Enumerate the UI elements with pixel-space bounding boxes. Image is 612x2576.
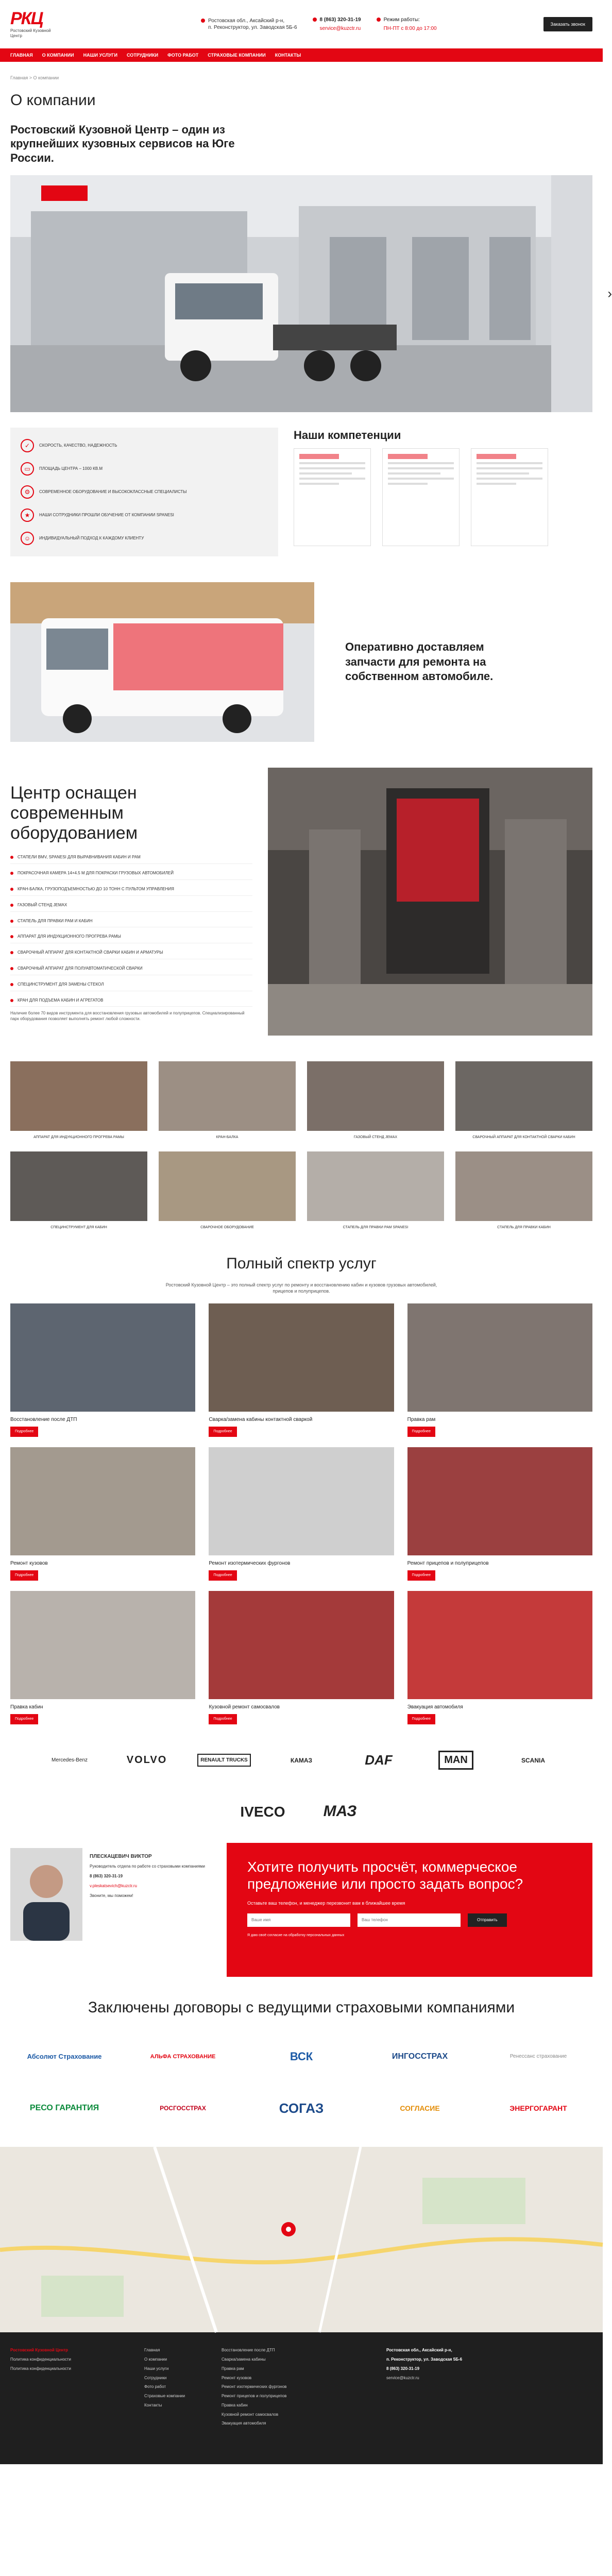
- insurance-logo: СОГАЗ: [279, 2100, 324, 2116]
- brand-logo: МАЗ: [323, 1803, 357, 1820]
- logo-text: Ростовский Кузовной Центр: [10, 28, 51, 38]
- service-card: Правка рам Подробнее: [407, 1303, 592, 1437]
- footer-company: Ростовский Кузовной Центр: [10, 2348, 68, 2353]
- main-nav: [0, 48, 603, 62]
- insurance-title: Заключены договоры с ведущими страховыми компаниями: [88, 1998, 515, 2016]
- slider-next-icon[interactable]: ›: [607, 285, 612, 301]
- phone-icon: [313, 18, 317, 22]
- service-card: Восстановление после ДТП Подробнее: [10, 1303, 195, 1437]
- nav-staff[interactable]: СОТРУДНИКИ: [126, 52, 159, 58]
- more-button[interactable]: Подробнее: [407, 1714, 435, 1724]
- list-item: КРАН ДЛЯ ПОДЪЕМА КАБИН И АГРЕГАТОВ: [10, 998, 252, 1007]
- client-icon: ☺: [21, 532, 34, 545]
- manager-name: ПЛЕСКАЦЕВИЧ ВИКТОР: [90, 1853, 152, 1859]
- certificate[interactable]: [294, 448, 371, 546]
- consent-text: Я даю своё согласие на обработку персональных данных: [247, 1933, 345, 1937]
- footer-link[interactable]: Фото работ: [144, 2384, 166, 2389]
- manager-phone[interactable]: 8 (863) 320-31-19: [90, 1873, 123, 1878]
- competences-section: [10, 428, 592, 556]
- more-button[interactable]: Подробнее: [10, 1714, 38, 1724]
- manager-card: [10, 1843, 227, 1977]
- brand-logo: IVECO: [240, 1803, 285, 1820]
- page-title: О компании: [10, 92, 96, 109]
- footer-link[interactable]: Правка рам: [222, 2366, 244, 2371]
- delivery-text: Оперативно доставляем запчасти для ремонта на собственном автомобиле.: [345, 640, 494, 683]
- header-phone[interactable]: 8 (863) 320-31-19: [319, 16, 361, 23]
- insurance-logo: ИНГОССТРАХ: [392, 2052, 448, 2061]
- training-icon: ★: [21, 509, 34, 522]
- contact-section: [10, 1843, 592, 1977]
- manager-note: Звоните, мы поможем!: [90, 1893, 133, 1898]
- service-card: Кузовной ремонт самосвалов Подробнее: [209, 1591, 394, 1724]
- hours-value: ПН-ПТ с 8:00 до 17:00: [383, 26, 437, 31]
- about-lead: Ростовский Кузовной Центр – один из крупнейших кузовных сервисов на Юге России.: [10, 123, 235, 164]
- manager-email[interactable]: v.pleskatsevich@kuzctr.ru: [90, 1883, 138, 1888]
- service-card: Ремонт прицепов и полуприцепов Подробнее: [407, 1447, 592, 1581]
- header-email[interactable]: service@kuzctr.ru: [319, 26, 361, 31]
- delivery-section: [10, 582, 592, 742]
- services-desc: Ростовский Кузовной Центр – это полный спектр услуг по ремонту и восстановлению кабин и кузовов грузовых автомобилей, прицепов и полуприцепов.: [165, 1282, 437, 1294]
- gallery-item[interactable]: СПЕЦИНСТРУМЕНТ ДЛЯ КАБИН: [10, 1151, 147, 1230]
- submit-button[interactable]: Отправить: [468, 1913, 507, 1927]
- insurance-logo: АЛЬФА СТРАХОВАНИЕ: [150, 2053, 216, 2060]
- gallery-item[interactable]: ГАЗОВЫЙ СТЕНД JEMAX: [307, 1061, 444, 1140]
- footer-link[interactable]: Сотрудники: [144, 2375, 167, 2380]
- competences-list: [10, 428, 278, 556]
- service-card: Ремонт кузовов Подробнее: [10, 1447, 195, 1581]
- footer-link[interactable]: Контакты: [144, 2402, 162, 2408]
- tools-icon: ⚙: [21, 485, 34, 499]
- gallery-item[interactable]: СТАПЕЛЬ ДЛЯ ПРАВКИ КАБИН: [455, 1151, 592, 1230]
- footer-email[interactable]: service@kuzctr.ru: [386, 2375, 419, 2380]
- equipment-title: Центр оснащен современным оборудованием: [10, 783, 138, 843]
- gallery-item[interactable]: СВАРОЧНОЕ ОБОРУДОВАНИЕ: [159, 1151, 296, 1230]
- equipment-gallery: [10, 1061, 592, 1230]
- footer-address: Ростовская обл., Аксайский р-н,: [386, 2348, 452, 2353]
- equipment-photo: [268, 768, 592, 1036]
- breadcrumb: Главная > О компании: [10, 75, 59, 80]
- more-button[interactable]: Подробнее: [209, 1427, 236, 1436]
- insurance-logo: РЕСО ГАРАНТИЯ: [29, 2104, 99, 2113]
- list-item: СПЕЦИНСТРУМЕНТ ДЛЯ ЗАМЕНЫ СТЕКОЛ: [10, 982, 252, 991]
- footer-link[interactable]: Главная: [144, 2348, 160, 2353]
- insurance-logo: ВСК: [290, 2050, 313, 2063]
- van-photo: [10, 582, 314, 742]
- manager-role: Руководитель отдела по работе со страховыми компаниями: [90, 1864, 206, 1869]
- more-button[interactable]: Подробнее: [10, 1570, 38, 1580]
- clock-icon: [377, 18, 381, 22]
- certificate[interactable]: [382, 448, 460, 546]
- footer-services: [222, 2348, 366, 2427]
- list-item: ☺ ИНДИВИДУАЛЬНЫЙ ПОДХОД К КАЖДОМУ КЛИЕНТУ: [21, 532, 268, 545]
- speed-icon: ✓: [21, 439, 34, 452]
- list-item: СВАРОЧНЫЙ АППАРАТ ДЛЯ КОНТАКТНОЙ СВАРКИ КАБИН И АРМАТУРЫ: [10, 950, 252, 959]
- footer-policy2[interactable]: Политика конфиденциальности: [10, 2366, 72, 2371]
- more-button[interactable]: Подробнее: [209, 1714, 236, 1724]
- nav-services[interactable]: НАШИ УСЛУГИ: [83, 52, 117, 58]
- brand-logos: [10, 1745, 592, 1827]
- gallery-item[interactable]: СВАРОЧНЫЙ АППАРАТ ДЛЯ КОНТАКТНОЙ СВАРКИ КАБИН: [455, 1061, 592, 1140]
- footer-privacy[interactable]: Политика конфиденциальности: [10, 2357, 72, 2362]
- breadcrumb-home[interactable]: Главная: [10, 75, 28, 80]
- address-line2: п. Реконструктор, ул. Заводская 5Б-6: [208, 25, 297, 30]
- hero-slider[interactable]: [10, 175, 612, 412]
- callback-button[interactable]: Заказать звонок: [543, 17, 592, 31]
- equipment-section: [10, 768, 592, 1036]
- header-contacts: [313, 16, 361, 32]
- list-item: ⚙ СОВРЕМЕННОЕ ОБОРУДОВАНИЕ И ВЫСОКОКЛАССНЫЕ СПЕЦИАЛИСТЫ: [21, 485, 268, 499]
- truck-photo: [10, 175, 551, 412]
- brand-logo: DAF: [365, 1752, 393, 1768]
- phone-input[interactable]: [358, 1913, 461, 1927]
- gallery-item[interactable]: СТАПЕЛЬ ДЛЯ ПРАВКИ РАМ SPANESI: [307, 1151, 444, 1230]
- list-item: ▭ ПЛОЩАДЬ ЦЕНТРА – 1000 КВ.М: [21, 462, 268, 476]
- footer-link[interactable]: О компании: [144, 2357, 167, 2362]
- insurance-logo: ЭНЕРГОГАРАНТ: [509, 2104, 567, 2112]
- equipment-list: [10, 855, 252, 1007]
- breadcrumb-current: О компании: [33, 75, 59, 80]
- footer-link[interactable]: Кузовной ремонт самосвалов: [222, 2412, 279, 2417]
- list-item: АППАРАТ ДЛЯ ИНДУКЦИОННОГО ПРОГРЕВА РАМЫ: [10, 934, 252, 943]
- more-button[interactable]: Подробнее: [10, 1427, 38, 1436]
- manager-photo: [10, 1848, 82, 1941]
- logo-mark: РКЦ: [10, 9, 43, 29]
- footer-link[interactable]: Восстановление после ДТП: [222, 2348, 275, 2353]
- name-input[interactable]: [247, 1913, 350, 1927]
- location-icon: [201, 19, 205, 23]
- gallery-item[interactable]: КРАН-БАЛКА: [159, 1061, 296, 1140]
- certificate[interactable]: [471, 448, 548, 546]
- footer-address2: п. Реконструктор, ул. Заводская 5Б-6: [386, 2357, 463, 2362]
- list-item: СТАПЕЛИ BMV, SPANESI ДЛЯ ВЫРАВНИВАНИЯ КАБИН И РАМ: [10, 855, 252, 864]
- brand-logo: КАМАЗ: [290, 1756, 313, 1764]
- footer-link[interactable]: Ремонт кузовов: [222, 2375, 252, 2380]
- footer-link[interactable]: Ремонт изотермических фургонов: [222, 2384, 287, 2389]
- brand-logo: RENAULT TRUCKS: [196, 1745, 252, 1776]
- service-card: Сварка/замена кабины контактной сваркой Подробнее: [209, 1303, 394, 1437]
- nav-home[interactable]: ГЛАВНАЯ: [10, 52, 33, 58]
- nav-photos[interactable]: ФОТО РАБОТ: [167, 52, 199, 58]
- footer-menu: [144, 2348, 201, 2427]
- header-address: [201, 18, 297, 31]
- list-item: СТАПЕЛЬ ДЛЯ ПРАВКИ РАМ И КАБИН: [10, 919, 252, 928]
- logo[interactable]: [10, 10, 82, 38]
- list-item: ✓ СКОРОСТЬ, КАЧЕСТВО, НАДЕЖНОСТЬ: [21, 439, 268, 452]
- footer-link[interactable]: Наши услуги: [144, 2366, 169, 2371]
- address-line1: Ростовская обл., Аксайский р-н,: [208, 18, 285, 24]
- gallery-item[interactable]: АППАРАТ ДЛЯ ИНДУКЦИОННОГО ПРОГРЕВА РАМЫ: [10, 1061, 147, 1140]
- insurance-logo: РОСГОССТРАХ: [160, 2105, 206, 2112]
- nav-contacts[interactable]: КОНТАКТЫ: [275, 52, 301, 58]
- form-title: Хотите получить просчёт, коммерческое предложение или просто задать вопрос?: [247, 1858, 523, 1892]
- insurance-logo: СОГЛАСИЕ: [400, 2104, 440, 2112]
- hours-label: Режим работы:: [383, 16, 420, 23]
- more-button[interactable]: Подробнее: [407, 1570, 435, 1580]
- form-subtitle: Оставьте ваш телефон, и менеджер перезвонит вам в ближайшее время: [247, 1900, 405, 1906]
- footer-link[interactable]: Страховые компании: [144, 2394, 185, 2399]
- more-button[interactable]: Подробнее: [209, 1570, 236, 1580]
- footer-link[interactable]: Ремонт прицепов и полуприцепов: [222, 2394, 287, 2399]
- brand-logo: SCANIA: [521, 1756, 545, 1764]
- footer: [0, 2332, 603, 2464]
- service-card: Ремонт изотермических фургонов Подробнее: [209, 1447, 394, 1581]
- list-item: ГАЗОВЫЙ СТЕНД JEMAX: [10, 903, 252, 912]
- nav-insurance[interactable]: СТРАХОВЫЕ КОМПАНИИ: [208, 52, 266, 58]
- certificates: [278, 428, 592, 556]
- services-title: Полный спектр услуг: [226, 1255, 377, 1273]
- list-item: КРАН-БАЛКА, ГРУЗОПОДЪЕМНОСТЬЮ ДО 10 ТОНН С ПУЛЬТОМ УПРАВЛЕНИЯ: [10, 887, 252, 896]
- equipment-note: Наличие более 70 видов инструмента для восстановления грузовых автомобилей и полуприцепов. Специализированный парк оборудования позволяет выполнять ремонт любой сложности.: [10, 1011, 245, 1021]
- list-item: ★ НАШИ СОТРУДНИКИ ПРОШЛИ ОБУЧЕНИЕ ОТ КОМПАНИИ SPANESI: [21, 509, 268, 522]
- service-card: Правка кабин Подробнее: [10, 1591, 195, 1724]
- brand-logo: VOLVO: [126, 1754, 167, 1766]
- footer-link[interactable]: Эвакуация автомобиля: [222, 2421, 266, 2426]
- insurance-section: [10, 1997, 592, 2127]
- brand-logo: Mercedes-Benz: [51, 1757, 88, 1763]
- location-map[interactable]: [0, 2147, 603, 2332]
- list-item: СВАРОЧНЫЙ АППАРАТ ДЛЯ ПОЛУАВТОМАТИЧЕСКОЙ СВАРКИ: [10, 966, 252, 975]
- service-card: Эвакуация автомобиля Подробнее: [407, 1591, 592, 1724]
- area-icon: ▭: [21, 462, 34, 476]
- footer-phone[interactable]: 8 (863) 320-31-19: [386, 2366, 420, 2371]
- list-item: ПОКРАСОЧНАЯ КАМЕРА 14×4.5 М ДЛЯ ПОКРАСКИ ГРУЗОВЫХ АВТОМОБИЛЕЙ: [10, 871, 252, 880]
- footer-link[interactable]: Сварка/замена кабины: [222, 2357, 266, 2362]
- services-grid: [10, 1303, 592, 1724]
- insurance-logo: Абсолют Страхование: [27, 2053, 102, 2061]
- nav-about[interactable]: О КОМПАНИИ: [42, 52, 74, 58]
- footer-link[interactable]: Правка кабин: [222, 2402, 248, 2408]
- callback-form: [227, 1843, 592, 1977]
- header: [0, 0, 603, 48]
- insurance-logo: Ренессанс страхование: [509, 2054, 567, 2060]
- more-button[interactable]: Подробнее: [407, 1427, 435, 1436]
- certificates-title: Наши компетенции: [294, 429, 401, 442]
- footer-contacts: [386, 2348, 462, 2427]
- header-hours: [377, 16, 437, 32]
- brand-logo: MAN: [428, 1745, 484, 1776]
